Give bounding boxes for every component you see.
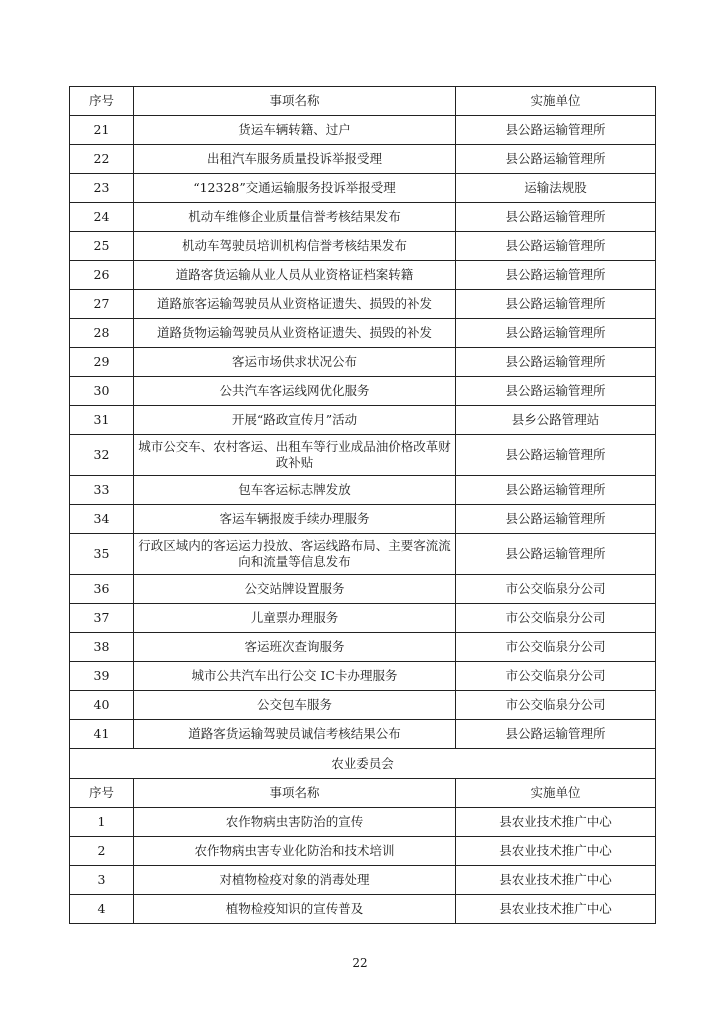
cell-unit: 运输法规股	[456, 174, 656, 203]
table-row	[70, 290, 656, 319]
cell-unit: 县农业技术推广中心	[456, 895, 656, 924]
cell-item-name: 对植物检疫对象的消毒处理	[134, 866, 456, 895]
cell-item-name: 出租汽车服务质量投诉举报受理	[134, 145, 456, 174]
cell-unit: 县农业技术推广中心	[456, 837, 656, 866]
cell-index: 23	[70, 174, 134, 203]
cell-item-name: 公交站牌设置服务	[134, 575, 456, 604]
cell-unit: 县农业技术推广中心	[456, 866, 656, 895]
cell-index: 27	[70, 290, 134, 319]
cell-item-name: 客运车辆报废手续办理服务	[134, 505, 456, 534]
cell-item-name: 机动车维修企业质量信誉考核结果发布	[134, 203, 456, 232]
cell-index: 1	[70, 808, 134, 837]
table-row	[70, 203, 656, 232]
cell-index: 25	[70, 232, 134, 261]
table-row	[70, 476, 656, 505]
cell-item-name: 货运车辆转籍、过户	[134, 116, 456, 145]
cell-unit: 县公路运输管理所	[456, 348, 656, 377]
cell-index: 21	[70, 116, 134, 145]
cell-item-name: 植物检疫知识的宣传普及	[134, 895, 456, 924]
header-unit: 实施单位	[456, 779, 656, 808]
cell-index: 39	[70, 662, 134, 691]
table-row	[70, 633, 656, 662]
cell-item-name: 道路客货运输从业人员从业资格证档案转籍	[134, 261, 456, 290]
cell-unit: 县公路运输管理所	[456, 476, 656, 505]
cell-unit: 县公路运输管理所	[456, 319, 656, 348]
cell-unit: 县公路运输管理所	[456, 505, 656, 534]
cell-item-name: 包车客运标志牌发放	[134, 476, 456, 505]
section-title-row	[70, 749, 656, 779]
cell-unit: 县公路运输管理所	[456, 534, 656, 575]
table-row	[70, 534, 656, 575]
cell-index: 37	[70, 604, 134, 633]
table-row	[70, 261, 656, 290]
cell-unit: 市公交临泉分公司	[456, 662, 656, 691]
cell-item-name: 城市公交车、农村客运、出租车等行业成品油价格改革财政补贴	[134, 435, 456, 476]
cell-unit: 县公路运输管理所	[456, 261, 656, 290]
cell-item-name: 开展“路政宣传月”活动	[134, 406, 456, 435]
cell-unit: 市公交临泉分公司	[456, 691, 656, 720]
cell-index: 28	[70, 319, 134, 348]
cell-index: 33	[70, 476, 134, 505]
table-header-row	[70, 779, 656, 808]
cell-unit: 市公交临泉分公司	[456, 604, 656, 633]
table-row	[70, 232, 656, 261]
table-row	[70, 116, 656, 145]
header-item-name: 事项名称	[134, 87, 456, 116]
cell-item-name: 行政区域内的客运运力投放、客运线路布局、主要客流流向和流量等信息发布	[134, 534, 456, 575]
header-index: 序号	[70, 87, 134, 116]
table-row	[70, 435, 656, 476]
table-row	[70, 895, 656, 924]
cell-unit: 县公路运输管理所	[456, 203, 656, 232]
cell-unit: 县农业技术推广中心	[456, 808, 656, 837]
cell-index: 35	[70, 534, 134, 575]
table-row	[70, 808, 656, 837]
page-number: 22	[352, 956, 368, 970]
cell-unit: 县公路运输管理所	[456, 232, 656, 261]
cell-unit: 县公路运输管理所	[456, 116, 656, 145]
cell-item-name: 儿童票办理服务	[134, 604, 456, 633]
table-row	[70, 348, 656, 377]
cell-item-name: 农作物病虫害专业化防治和技术培训	[134, 837, 456, 866]
table-row	[70, 837, 656, 866]
cell-item-name: “12328”交通运输服务投诉举报受理	[134, 174, 456, 203]
cell-item-name: 公交包车服务	[134, 691, 456, 720]
cell-item-name: 道路旅客运输驾驶员从业资格证遗失、损毁的补发	[134, 290, 456, 319]
cell-index: 3	[70, 866, 134, 895]
cell-index: 30	[70, 377, 134, 406]
cell-index: 26	[70, 261, 134, 290]
table-row	[70, 145, 656, 174]
table-row	[70, 662, 656, 691]
table-row	[70, 174, 656, 203]
table-row	[70, 505, 656, 534]
cell-unit: 县公路运输管理所	[456, 145, 656, 174]
cell-index: 38	[70, 633, 134, 662]
cell-index: 40	[70, 691, 134, 720]
table-body	[70, 87, 656, 924]
cell-index: 22	[70, 145, 134, 174]
table-row	[70, 377, 656, 406]
table-header-row	[70, 87, 656, 116]
cell-item-name: 客运班次查询服务	[134, 633, 456, 662]
cell-unit: 县公路运输管理所	[456, 377, 656, 406]
cell-index: 31	[70, 406, 134, 435]
cell-item-name: 客运市场供求状况公布	[134, 348, 456, 377]
cell-index: 34	[70, 505, 134, 534]
table-row	[70, 319, 656, 348]
cell-item-name: 公共汽车客运线网优化服务	[134, 377, 456, 406]
cell-index: 2	[70, 837, 134, 866]
cell-index: 32	[70, 435, 134, 476]
cell-unit: 县公路运输管理所	[456, 435, 656, 476]
header-unit: 实施单位	[456, 87, 656, 116]
cell-index: 24	[70, 203, 134, 232]
cell-item-name: 道路客货运输驾驶员诚信考核结果公布	[134, 720, 456, 749]
cell-item-name: 城市公共汽车出行公交 IC卡办理服务	[134, 662, 456, 691]
section-title: 农业委员会	[70, 749, 656, 779]
table-row	[70, 720, 656, 749]
cell-item-name: 农作物病虫害防治的宣传	[134, 808, 456, 837]
table-row	[70, 406, 656, 435]
table-row	[70, 575, 656, 604]
service-table	[69, 86, 656, 924]
header-index: 序号	[70, 779, 134, 808]
cell-index: 4	[70, 895, 134, 924]
cell-index: 29	[70, 348, 134, 377]
cell-unit: 县乡公路管理站	[456, 406, 656, 435]
cell-unit: 市公交临泉分公司	[456, 633, 656, 662]
cell-index: 36	[70, 575, 134, 604]
cell-index: 41	[70, 720, 134, 749]
cell-unit: 县公路运输管理所	[456, 290, 656, 319]
table-row	[70, 604, 656, 633]
cell-unit: 县公路运输管理所	[456, 720, 656, 749]
cell-item-name: 机动车驾驶员培训机构信誉考核结果发布	[134, 232, 456, 261]
table-row	[70, 691, 656, 720]
cell-unit: 市公交临泉分公司	[456, 575, 656, 604]
header-item-name: 事项名称	[134, 779, 456, 808]
table-row	[70, 866, 656, 895]
cell-item-name: 道路货物运输驾驶员从业资格证遗失、损毁的补发	[134, 319, 456, 348]
